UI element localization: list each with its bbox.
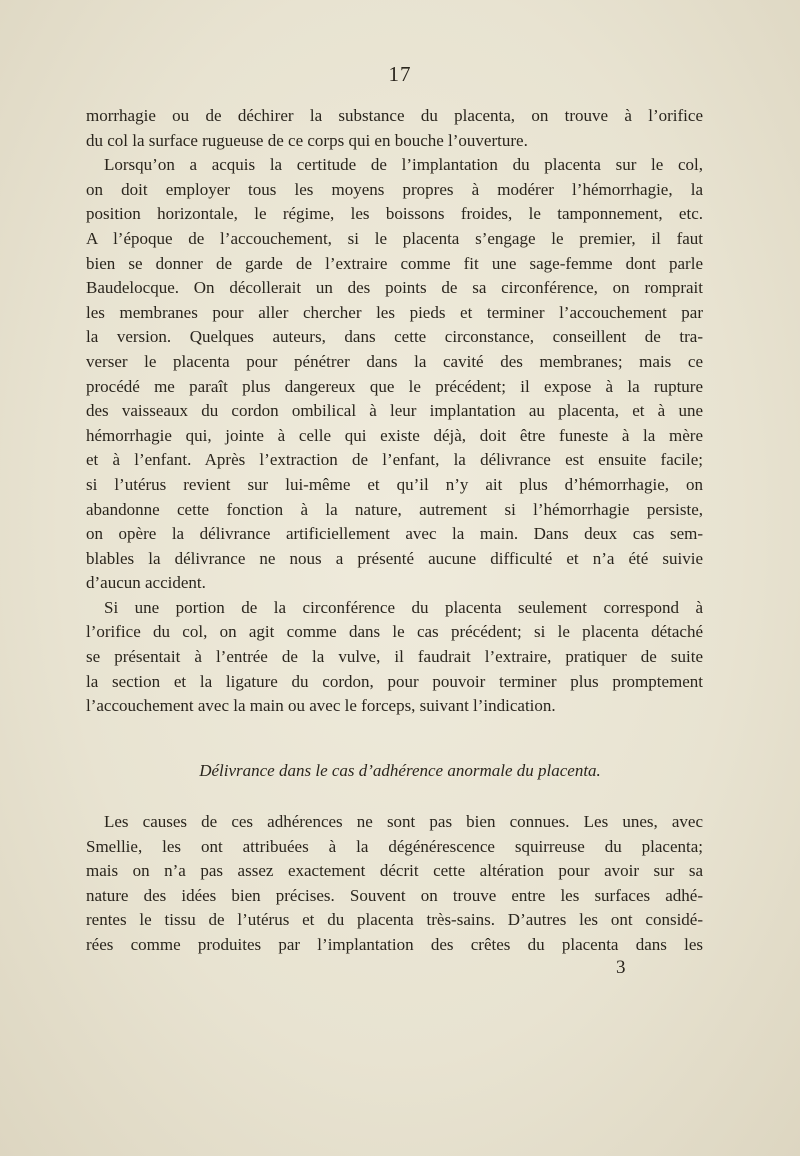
text-line: les membranes pour aller chercher les pieds et terminer l’accouchement par <box>86 302 703 322</box>
text-line: du col la surface rugueuse de ce corps qui en bouche l’ouverture. <box>86 130 528 150</box>
text-line: rées comme produites par l’implantation des crêtes du placenta dans les <box>86 934 703 954</box>
text-line: Si une portion de la circonférence du placenta seulement correspond à <box>104 597 703 617</box>
page-number: 17 <box>388 62 412 86</box>
text-line: hémorrhagie qui, jointe à celle qui existe déjà, doit être funeste à la mère <box>86 425 703 445</box>
text-line: Les causes de ces adhérences ne sont pas bien connues. Les unes, avec <box>104 812 703 831</box>
text-line: bien se donner de garde de l’extraire comme fit une sage-femme dont parle <box>86 253 703 273</box>
text-line: Smellie, les ont attribuées à la dégénérescence squirreuse du placenta; <box>86 836 703 856</box>
text-line: l’orifice du col, on agit comme dans le cas précédent; si le placenta détaché <box>86 622 703 642</box>
text-line: Lorsqu’on a acquis la certitude de l’implantation du placenta sur le col, <box>104 155 703 175</box>
body-text-bottom <box>86 810 703 958</box>
text-line: nature des idées bien précises. Souvent on trouve entre les surfaces adhé- <box>86 885 703 905</box>
text-line: A l’époque de l’accouchement, si le placenta s’engage le premier, il faut <box>86 228 703 248</box>
text-line: se présentait à l’entrée de la vulve, il faudrait l’extraire, pratiquer de suite <box>86 647 703 667</box>
section-heading: Délivrance dans le cas d’adhérence anormale du placenta. <box>199 761 601 780</box>
text-line: on doit employer tous les moyens propres à modérer l’hémorrhagie, la <box>86 179 703 199</box>
text-line: l’accouchement avec la main ou avec le forceps, suivant l’indication. <box>86 696 556 716</box>
text-line: si l’utérus revient sur lui-même et qu’il n’y ait plus d’hémorrhagie, on <box>86 474 703 494</box>
text-line: procédé me paraît plus dangereux que le précédent; il expose à la rupture <box>86 376 703 396</box>
text-line: position horizontale, le régime, les boissons froides, le tamponnement, etc. <box>86 204 703 224</box>
text-line: on opère la délivrance artificiellement avec la main. Dans deux cas sem- <box>86 524 703 544</box>
text-line: verser le placenta pour pénétrer dans la cavité des membranes; mais ce <box>86 351 703 371</box>
text-line: blables la délivrance ne nous a présenté aucune difficulté et n’a été suivie <box>86 548 703 568</box>
text-line: morrhagie ou de déchirer la substance du placenta, on trouve à l’orifice <box>86 106 703 125</box>
text-line: mais on n’a pas assez exactement décrit cette altération pour avoir sur sa <box>86 861 703 881</box>
text-line: rentes le tissu de l’utérus et du placenta très-sains. D’autres les ont considé- <box>86 910 703 930</box>
body-text-top <box>86 104 703 719</box>
text-line: et à l’enfant. Après l’extraction de l’enfant, la délivrance est ensuite facile; <box>86 450 703 470</box>
text-line: Baudelocque. On décollerait un des points de sa circonférence, on romprait <box>86 278 703 298</box>
signature-mark: 3 <box>616 957 626 978</box>
text-line: abandonne cette fonction à la nature, autrement si l’hémorrhagie persiste, <box>86 499 703 519</box>
text-line: la version. Quelques auteurs, dans cette circonstance, conseillent de tra- <box>86 327 703 347</box>
text-line: des vaisseaux du cordon ombilical à leur implantation au placenta, et à une <box>86 401 703 421</box>
text-line: d’aucun accident. <box>86 573 206 593</box>
text-line: la section et la ligature du cordon, pour pouvoir terminer plus promptement <box>86 671 703 691</box>
